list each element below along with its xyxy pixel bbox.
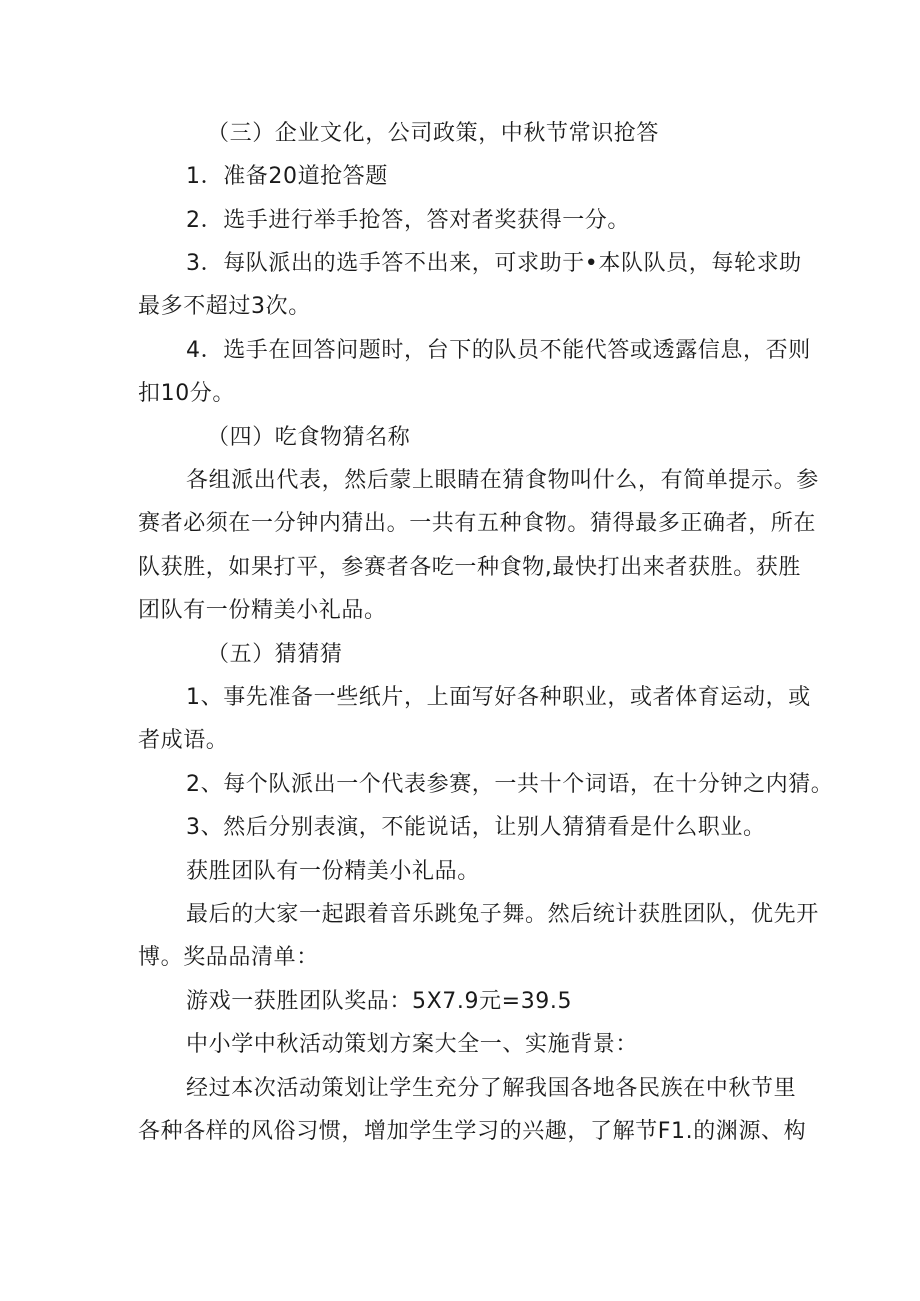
paragraph-line: 团队有一份精美小礼品。 — [138, 598, 387, 623]
paragraph-line: 最多不超过3次。 — [138, 294, 311, 319]
paragraph-line: 赛者必须在一分钟内猜出。一共有五种食物。猜得最多正确者，所在 — [138, 511, 817, 536]
paragraph-line: 扣10分。 — [138, 381, 235, 406]
section-heading-3: （三）企业文化，公司政策，中秋节常识抢答 — [207, 121, 660, 146]
paragraph-line: 队获胜，如果打平，参赛者各吃一种食物,最快打出来者获胜。获胜 — [138, 555, 801, 580]
paragraph-line: 4．选手在回答问题时，台下的队员不能代答或透露信息，否则 — [186, 338, 811, 363]
paragraph-line: 1、事先准备一些纸片，上面写好各种职业，或者体育运动，或 — [186, 685, 811, 710]
section-heading-5: （五）猜猜猜 — [207, 642, 343, 667]
paragraph-line: 3、然后分别表演，不能说话，让别人猜猜看是什么职业。 — [186, 815, 766, 840]
paragraph-line: 3．每队派出的选手答不出来，可求助于•本队队员，每轮求助 — [186, 251, 802, 276]
paragraph-line: 游戏一获胜团队奖品：5X7.9元=39.5 — [186, 989, 573, 1014]
paragraph-line: 中小学中秋活动策划方案大全一、实施背景： — [186, 1032, 639, 1057]
paragraph-line: 博。奖品品清单： — [138, 945, 319, 970]
paragraph-line: 各种各样的风俗习惯，增加学生学习的兴趣，了解节F1.的渊源、构 — [138, 1119, 807, 1144]
paragraph-line: 者成语。 — [138, 728, 229, 753]
paragraph-line: 经过本次活动策划让学生充分了解我国各地各民族在中秋节里 — [186, 1076, 797, 1101]
paragraph-line: 获胜团队有一份精美小礼品。 — [186, 859, 480, 884]
paragraph-line: 1．准备20道抢答题 — [186, 164, 388, 189]
paragraph-line: 2．选手进行举手抢答，答对者奖获得一分。 — [186, 208, 630, 233]
paragraph-line: 最后的大家一起跟着音乐跳兔子舞。然后统计获胜团队，优先开 — [186, 902, 819, 927]
section-heading-4: （四）吃食物猜名称 — [207, 425, 411, 450]
paragraph-line: 2、每个队派出一个代表参赛，一共十个词语，在十分钟之内猜。 — [186, 772, 834, 797]
paragraph-line: 各组派出代表，然后蒙上眼睛在猜食物叫什么，有简单提示。参 — [186, 468, 819, 493]
